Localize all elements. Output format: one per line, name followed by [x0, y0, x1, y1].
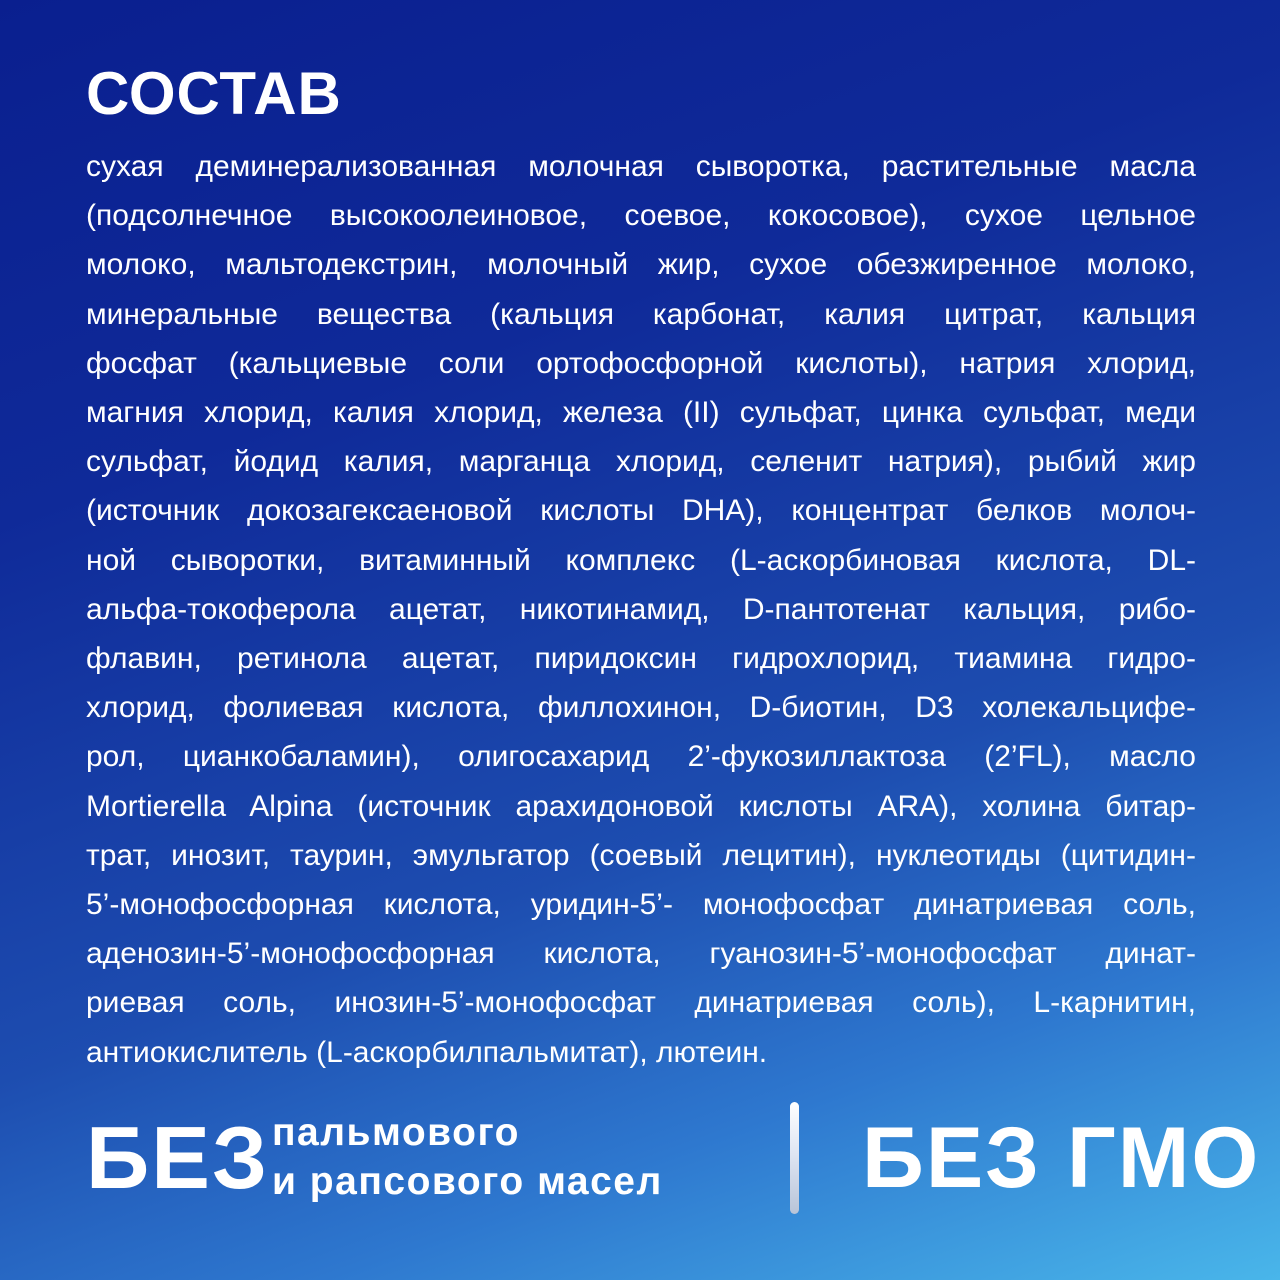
ingredients-line: трат, инозит, таурин, эмульгатор (соевый лецитин), нуклеотиды (цитидин-	[86, 838, 1196, 872]
ingredients-line: магния хлорид, калия хлорид, железа (II) сульфат, цинка сульфат, меди	[86, 396, 1196, 430]
ingredients-line: (источник докозагексаеновой кислоты DHA), концентрат белков молоч-	[86, 494, 1196, 528]
ingredients-line: молоко, мальтодекстрин, молочный жир, сухое обезжиренное молоко,	[86, 248, 1196, 282]
page-title: СОСТАВ	[86, 60, 342, 127]
ingredients-text	[86, 142, 1196, 1077]
ingredients-line: (подсолнечное высокоолеиновое, соевое, кокосовое), сухое цельное	[86, 199, 1196, 233]
ingredients-line: сухая деминерализованная молочная сыворотка, растительные масла	[86, 150, 1196, 183]
no-oils-line-1: пальмового	[272, 1111, 520, 1154]
ingredients-line: альфа-токоферола ацетат, никотинамид, D-пантотенат кальция, рибо-	[86, 592, 1196, 626]
ingredients-line: Mortierella Alpina (источник арахидоновой кислоты ARA), холина битар-	[86, 789, 1196, 823]
vertical-divider	[790, 1102, 799, 1214]
ingredients-line: 5’-монофосфорная кислота, уридин-5’- монофосфат динатриевая соль,	[86, 888, 1196, 922]
ingredients-line: флавин, ретинола ацетат, пиридоксин гидрохлорид, тиамина гидро-	[86, 642, 1196, 676]
ingredients-line: риевая соль, инозин-5’-монофосфат динатриевая соль), L-карнитин,	[86, 986, 1196, 1020]
ingredients-line: фосфат (кальциевые соли ортофосфорной кислоты), натрия хлорид,	[86, 346, 1196, 380]
ingredients-line: аденозин-5’-монофосфорная кислота, гуанозин-5’-монофосфат динат-	[86, 937, 1196, 971]
ingredients-line: минеральные вещества (кальция карбонат, калия цитрат, кальция	[86, 297, 1196, 331]
no-oils-heading: БЕЗ	[86, 1108, 270, 1207]
no-gmo-claim: БЕЗ ГМО	[862, 1110, 1261, 1206]
ingredients-line: антиокислитель (L-аскорбилпальмитат), лютеин.	[86, 1035, 768, 1069]
ingredients-line: хлорид, фолиевая кислота, филлохинон, D-биотин, D3 холекальцифе-	[86, 691, 1196, 725]
no-oils-description	[272, 1108, 663, 1206]
ingredients-line: ной сыворотки, витаминный комплекс (L-аскорбиновая кислота, DL-	[86, 543, 1196, 577]
ingredients-line: сульфат, йодид калия, марганца хлорид, селенит натрия), рыбий жир	[86, 445, 1196, 479]
footer-claims	[86, 1100, 1261, 1215]
ingredients-line: рол, цианкобаламин), олигосахарид 2’-фукозиллактоза (2’FL), масло	[86, 740, 1196, 774]
no-oils-line-2: и рапсового масел	[272, 1160, 663, 1203]
